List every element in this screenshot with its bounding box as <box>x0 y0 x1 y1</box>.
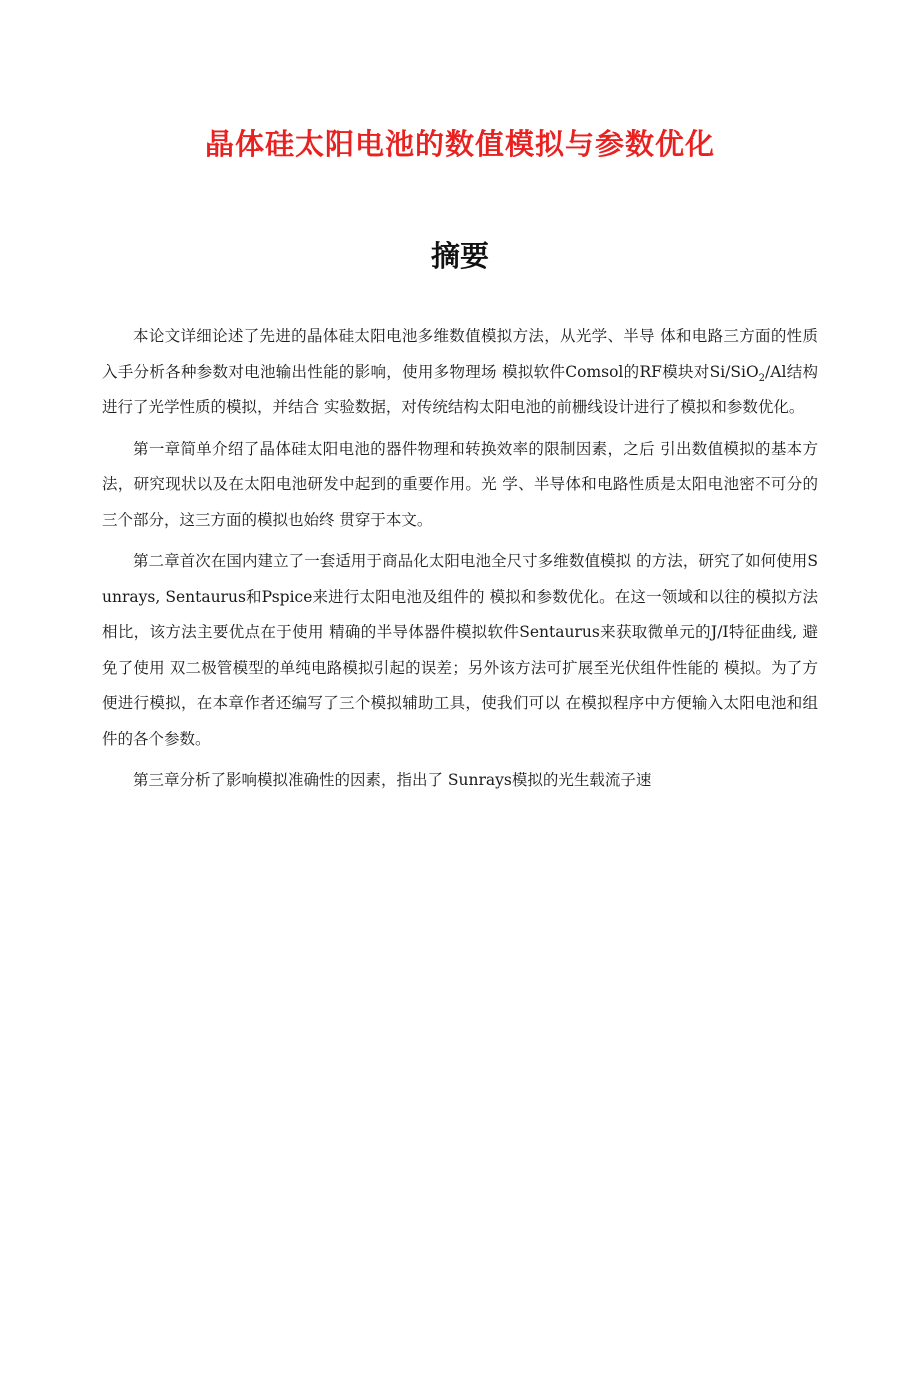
abstract-paragraph-3: 第二章首次在国内建立了一套适用于商品化太阳电池全尺寸多维数值模拟 的方法，研究了如何使用Sunrays, Sentaurus和Pspice来进行太阳电池及组件的 模拟和参数优化。在这一领域和以往的模拟方法相比，该方法主要优点在于使用 精确的半导体器件模拟软件Sentaurus来获取微单元的J/I特征曲线, 避免了使用 双二极管模型的单纯电路模拟引起的误差；另外该方法可扩展至光伏组件性能的 模拟。为了方便进行模拟，在本章作者还编写了三个模拟辅助工具，使我们可以 在模拟程序中方便输入太阳电池和组件的各个参数。 <box>102 552 818 748</box>
document-title: 晶体硅太阳电池的数值模拟与参数优化 <box>204 127 715 161</box>
abstract-paragraph-1 <box>102 319 818 426</box>
paragraph-1-text-after: /Al结构进行了光学性质的模拟，并结合 实验数据，对传统结构太阳电池的前栅线设计进行了模拟和参数优化。 <box>102 362 818 416</box>
paragraph-1-subscript: 2 <box>758 372 766 384</box>
abstract-paragraph-4: 第三章分析了影响模拟准确性的因素，指出了 Sunrays模拟的光生载流子速 <box>133 771 652 789</box>
paragraph-1-text-before: 本论文详细论述了先进的晶体硅太阳电池多维数值模拟方法，从光学、半导 体和电路三方面的性质入手分析各种参数对电池输出性能的影响，使用多物理场 模拟软件Comsol的RF模块对Si/SiO <box>102 327 818 381</box>
abstract-heading: 摘要 <box>430 239 489 273</box>
abstract-paragraph-2: 第一章简单介绍了晶体硅太阳电池的器件物理和转换效率的限制因素，之后 引出数值模拟的基本方法，研究现状以及在太阳电池研发中起到的重要作用。光 学、半导体和电路性质是太阳电池密不可分的三个部分，这三方面的模拟也始终 贯穿于本文。 <box>102 439 818 529</box>
abstract-body <box>102 319 818 805</box>
